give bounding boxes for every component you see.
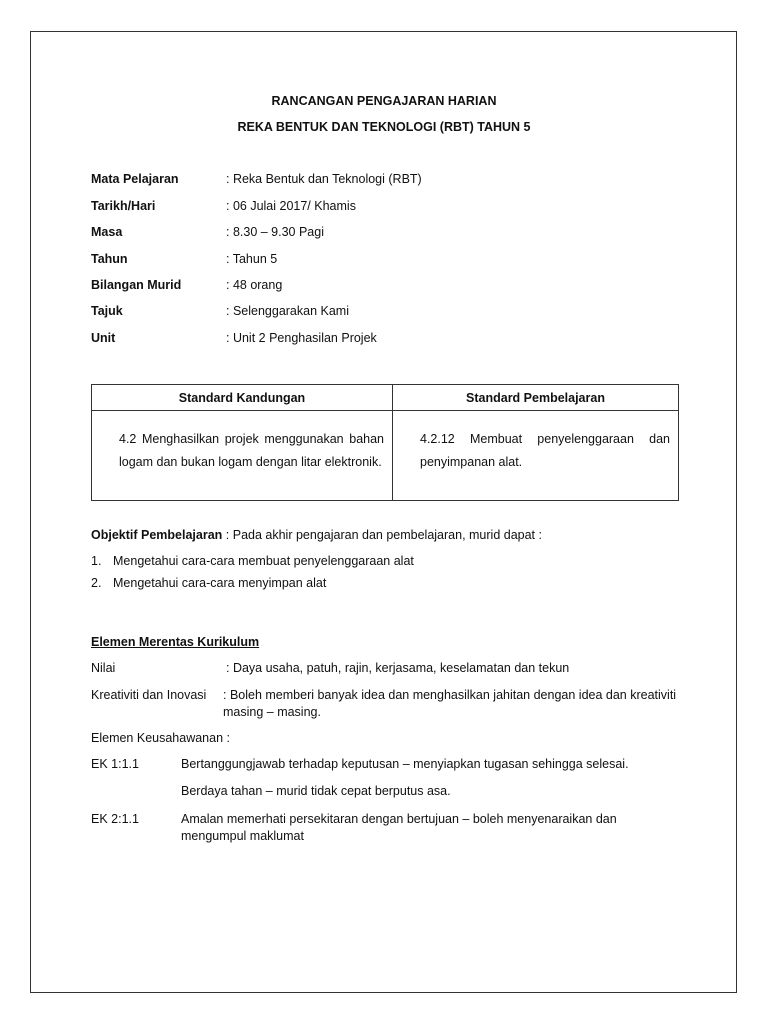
cell-standard-pembelajaran: 4.2.12 Membuat penyelenggaraan dan penyimpanan alat. (393, 411, 679, 501)
kreativiti-label: Kreativiti dan Inovasi (91, 688, 207, 702)
info-value-tajuk: : Selenggarakan Kami (226, 304, 349, 318)
objective-num-2: 2. (91, 576, 102, 590)
info-value-unit: : Unit 2 Penghasilan Projek (226, 331, 377, 345)
nilai-label: Nilai (91, 661, 116, 675)
objectives-label: Objektif Pembelajaran (91, 528, 223, 542)
header-standard-pembelajaran: Standard Pembelajaran (393, 385, 679, 411)
info-label-tajuk: Tajuk (91, 304, 123, 318)
header-standard-kandungan: Standard Kandungan (92, 385, 393, 411)
document-title: RANCANGAN PENGAJARAN HARIAN (271, 94, 497, 108)
objective-item-1: Mengetahui cara-cara membuat penyelenggaraan alat (113, 554, 414, 568)
info-label-mata-pelajaran: Mata Pelajaran (91, 172, 179, 186)
keusahawanan-label: Elemen Keusahawanan : (91, 731, 230, 745)
ek-1-line-1: Bertanggungjawab terhadap keputusan – menyiapkan tugasan sehingga selesai. (181, 757, 629, 771)
ek-2-line-1: Amalan memerhati persekitaran dengan bertujuan – boleh menyenaraikan dan (181, 812, 617, 826)
standards-table (91, 384, 679, 501)
kreativiti-value-line1: : Boleh memberi banyak idea dan menghasilkan jahitan dengan idea dan kreativiti (223, 688, 677, 702)
objectives-line (91, 528, 542, 542)
info-label-masa: Masa (91, 225, 123, 239)
ek-code-2: EK 2:1.1 (91, 812, 139, 826)
objectives-intro: : Pada akhir pengajaran dan pembelajaran, murid dapat : (222, 528, 542, 542)
table-header-row (92, 385, 679, 411)
kreativiti-value-line2: masing – masing. (223, 705, 321, 719)
info-value-bilangan-murid: : 48 orang (226, 278, 283, 292)
emk-heading: Elemen Merentas Kurikulum (91, 635, 260, 649)
info-value-tarikh-hari: : 06 Julai 2017/ Khamis (226, 199, 356, 213)
cell-standard-kandungan: 4.2 Menghasilkan projek menggunakan bahan logam dan bukan logam dengan litar elektronik. (92, 411, 393, 501)
ek-2-line-2: mengumpul maklumat (181, 829, 304, 843)
ek-1-line-2: Berdaya tahan – murid tidak cepat berputus asa. (181, 784, 451, 798)
info-value-tahun: : Tahun 5 (226, 252, 278, 266)
objective-item-2: Mengetahui cara-cara menyimpan alat (113, 576, 327, 590)
info-value-masa: : 8.30 – 9.30 Pagi (226, 225, 324, 239)
table-row (92, 411, 679, 501)
ek-code-1: EK 1:1.1 (91, 757, 139, 771)
info-label-bilangan-murid: Bilangan Murid (91, 278, 182, 292)
nilai-value: : Daya usaha, patuh, rajin, kerjasama, keselamatan dan tekun (226, 661, 570, 675)
objective-num-1: 1. (91, 554, 102, 568)
info-value-mata-pelajaran: : Reka Bentuk dan Teknologi (RBT) (226, 172, 422, 186)
document-subtitle: REKA BENTUK DAN TEKNOLOGI (RBT) TAHUN 5 (237, 120, 531, 134)
info-label-unit: Unit (91, 331, 116, 345)
info-label-tahun: Tahun (91, 252, 128, 266)
info-label-tarikh-hari: Tarikh/Hari (91, 199, 156, 213)
